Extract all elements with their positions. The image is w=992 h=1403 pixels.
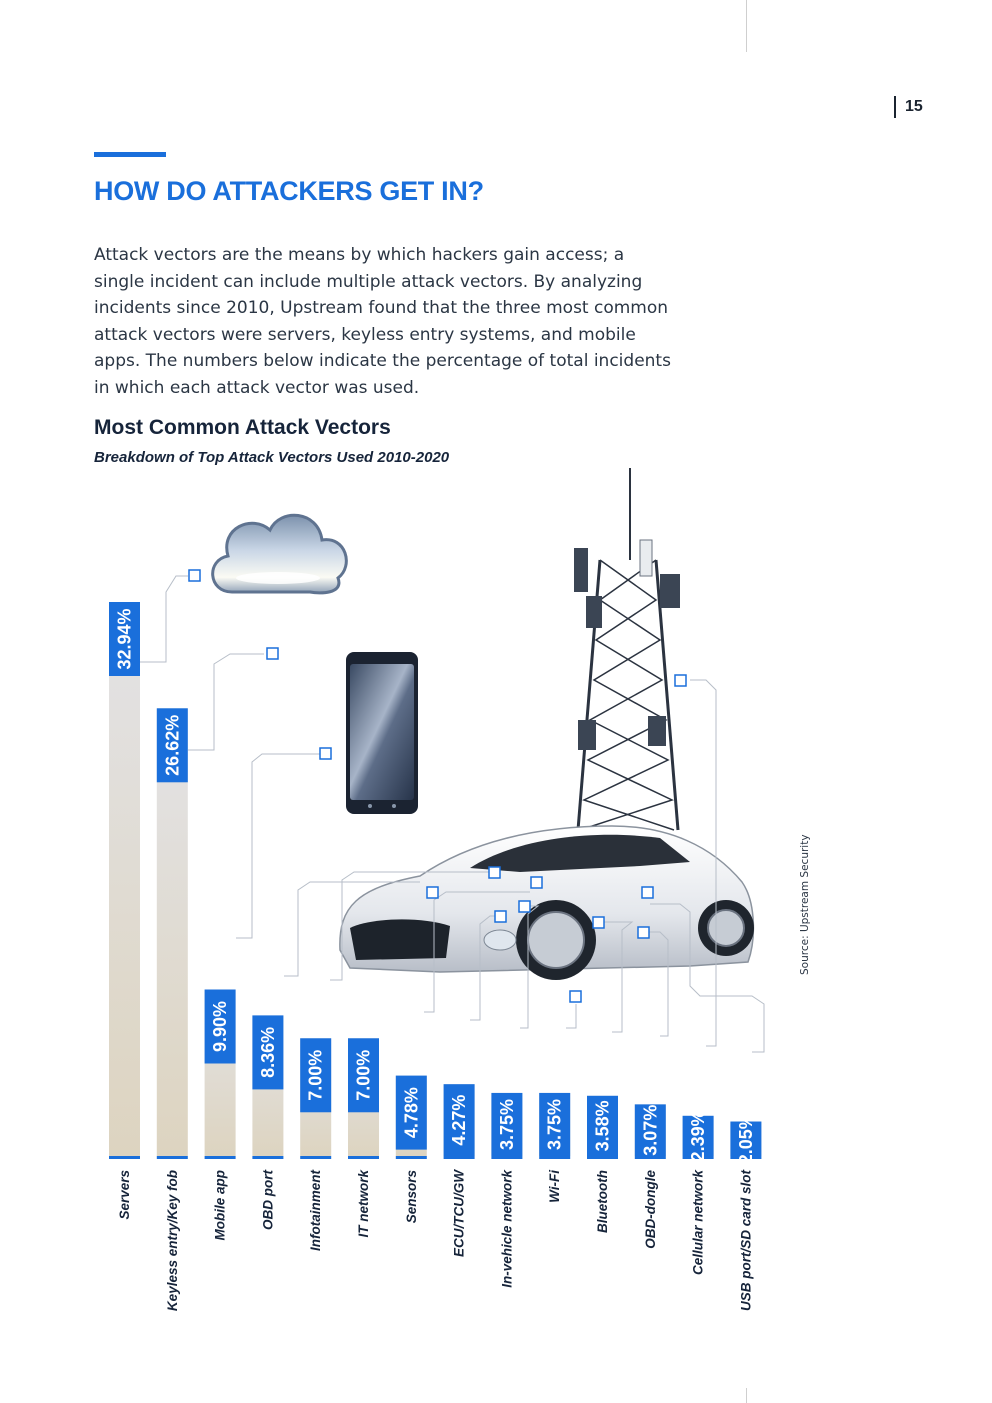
value-label: 2.39% (688, 1110, 709, 1162)
category-label: OBD port (260, 1170, 276, 1230)
page-title: HOW DO ATTACKERS GET IN? (94, 176, 484, 206)
category-label: Sensors (403, 1170, 419, 1224)
bar-baseline (539, 1156, 570, 1159)
category-label: USB port/SD card slot (738, 1170, 754, 1312)
page-number: 15 (894, 96, 923, 118)
category-label: Cellular network (690, 1170, 706, 1276)
value-label: 7.00% (305, 1049, 326, 1101)
bar-usb-port-sd-card-slot (730, 1113, 761, 1164)
category-label: Keyless entry/Key fob (164, 1170, 180, 1312)
bar-keyless-entry-key-fob (157, 708, 188, 1159)
bar-infotainment (300, 1038, 331, 1159)
smartphone-illustration (346, 652, 418, 814)
bar-bluetooth (587, 1096, 618, 1159)
category-label: IT network (356, 1170, 371, 1238)
category-label: Servers (117, 1170, 132, 1220)
value-label: 4.78% (401, 1087, 422, 1139)
value-label: 3.07% (640, 1104, 661, 1156)
bar-fill (109, 602, 140, 1156)
bar-mobile-app (205, 989, 236, 1159)
intro-paragraph: Attack vectors are the means by which hackers gain access; a single incident can include multiple attack vectors. By analyzing incidents since 2010, Upstream found that the three most common attack vectors were servers, keyless entry systems, and mobile apps. The numbers below indicate the percentage of total incidents in which each attack vector was used. (94, 245, 671, 398)
cloud-illustration (213, 515, 347, 593)
category-label: In-vehicle network (499, 1170, 515, 1288)
category-label: OBD-dongle (642, 1170, 658, 1249)
value-label: 26.62% (162, 714, 183, 776)
bar-sensors (396, 1076, 427, 1159)
x-axis-labels (117, 1169, 753, 1312)
chart-title: Most Common Attack Vectors (94, 416, 391, 439)
bar-baseline (491, 1156, 522, 1159)
bar-obd-dongle (635, 1104, 666, 1159)
bar-baseline (396, 1156, 427, 1159)
bar-baseline (348, 1156, 379, 1159)
chart-subtitle: Breakdown of Top Attack Vectors Used 2010-2020 (94, 449, 450, 466)
bar-obd-port (252, 1015, 283, 1159)
cell-tower-illustration (574, 468, 680, 830)
bar-it-network (348, 1038, 379, 1159)
value-label: 8.36% (257, 1026, 278, 1078)
category-label: Bluetooth (595, 1170, 610, 1233)
bar-baseline (109, 1156, 140, 1159)
bar-servers (109, 602, 140, 1159)
value-label: 3.75% (496, 1098, 517, 1150)
category-label: ECU/TCU/GW (451, 1170, 467, 1257)
bar-baseline (587, 1156, 618, 1159)
bar-wi-fi (539, 1093, 570, 1159)
bar-baseline (205, 1156, 236, 1159)
source-note: Source: Upstream Security (799, 834, 811, 975)
category-label: Mobile app (212, 1170, 228, 1241)
category-label: Infotainment (308, 1170, 324, 1251)
bar-baseline (157, 1156, 188, 1159)
bar-baseline (444, 1156, 475, 1159)
car-illustration (340, 826, 754, 980)
value-label: 4.27% (449, 1094, 470, 1146)
value-label: 3.58% (592, 1100, 613, 1152)
value-label: 3.75% (544, 1098, 565, 1150)
value-label: 7.00% (353, 1049, 374, 1101)
value-label: 2.05% (735, 1113, 756, 1165)
category-label: Wi-Fi (547, 1170, 563, 1203)
value-label: 9.90% (210, 1000, 231, 1053)
bar-baseline (252, 1156, 283, 1159)
bar-in-vehicle-network (491, 1093, 522, 1159)
connector-lines (140, 576, 764, 1052)
value-label: 32.94% (114, 608, 135, 670)
bar-baseline (300, 1156, 331, 1159)
bar-cellular-network (683, 1110, 714, 1161)
bar-ecu-tcu-gw (444, 1084, 475, 1159)
